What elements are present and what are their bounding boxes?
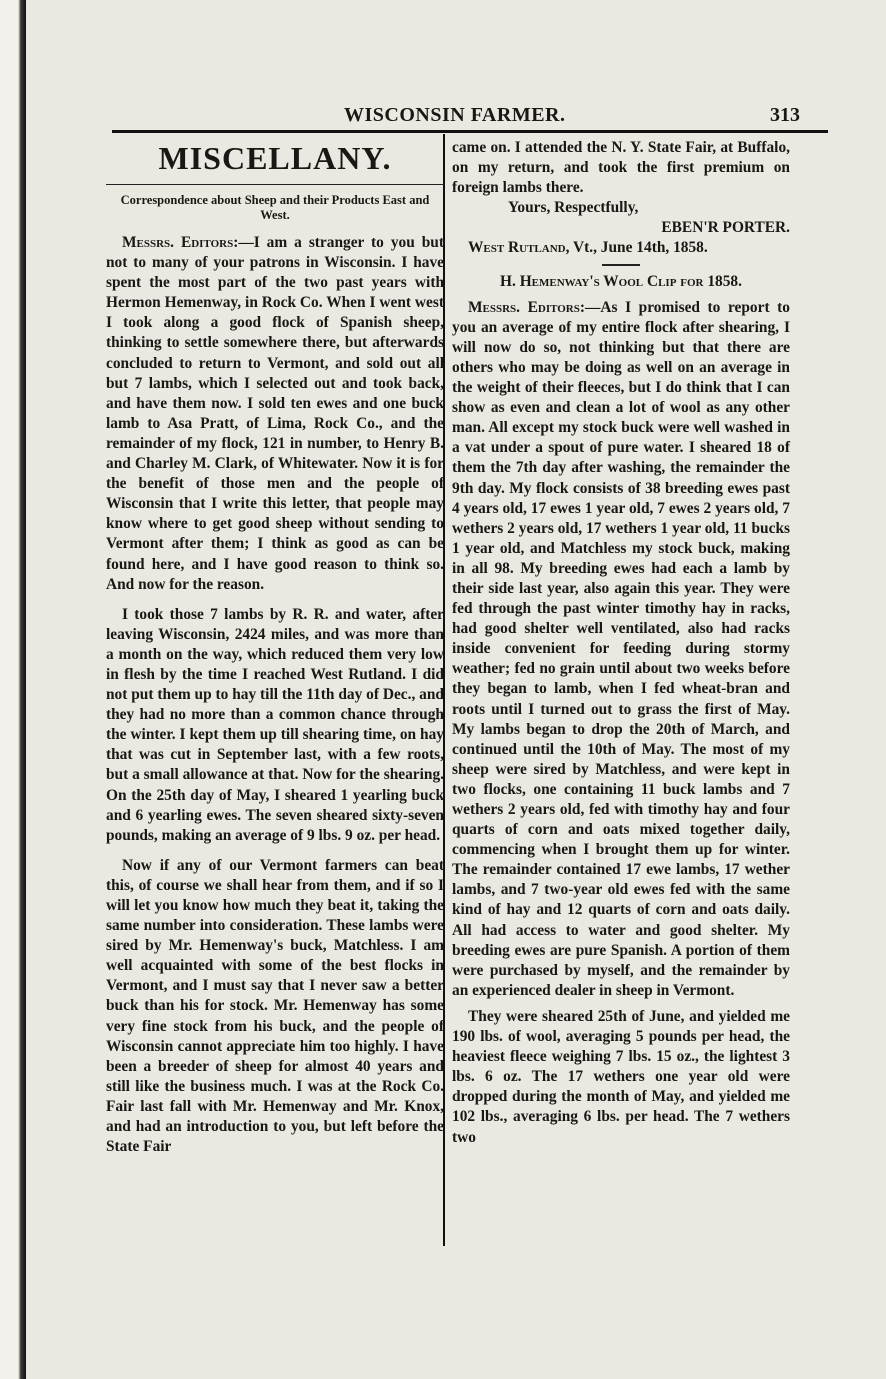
article-paragraph: Now if any of our Vermont farmers can beat this, of course we shall hear from them, and if so I will let you know how much they beat it, taking the same number into consideration. These lambs were sired by Mr. Hemenway's buck, Matchless. I am well acquainted with some of the best flocks in Vermont, and I must say that I never saw a better buck than his for stock. Mr. Hemenway has some very fine stock from his buck, and the people of Wisconsin cannot appreciate him too highly. I have been a breeder of sheep for almost 40 years and still like the business much. I was at the Rock Co. Fair last fall with Mr. Hemenway and Mr. Knox, and had an introduction to you, but left before the State Fair bbox=[106, 856, 444, 1156]
continuation-paragraph: came on. I attended the N. Y. State Fair, at Buffalo, on my return, and took the first premium on foreign lambs there. bbox=[452, 139, 790, 197]
article-paragraph bbox=[452, 298, 790, 1001]
date: Vt., June 14th, 1858. bbox=[569, 239, 708, 257]
signature: EBEN'R PORTER. bbox=[661, 219, 790, 237]
section-title: MISCELLANY. bbox=[158, 140, 392, 176]
article-paragraph: They were sheared 25th of June, and yielded me 190 lbs. of wool, averaging 5 pounds per head, the heaviest fleece weighing 7 lbs. 15 oz., the lightest 3 lbs. 6 oz. The 17 wethers one year old were dropped during the month of May, and yielded me 102 lbs., averaging 6 lbs. per head. The 7 wethers two bbox=[452, 1007, 790, 1146]
separator-rule bbox=[602, 264, 640, 266]
paragraph-text: —I am a stranger to you but not to many of your patrons in Wisconsin. I have spent the most part of the two past years with Hermon Hemenway, in Rock Co. When I went west I took along a good flock of Spanish sheep, thinking to settle somewhere there, but afterwards concluded to return to Vermont, and sold out all but 7 lambs, which I selected out and took back, and have them now. I sold ten ewes and one buck lamb to Asa Pratt, of Lima, Rock Co., and the remainder of my flock, 121 in number, to Henry B. and Charley M. Clark, of Whitewater. Now it is for the benefit of those men and the people of Wisconsin that I write this letter, that people may know where to get good sheep without sending to Vermont after them; I think as good as can be found here, and I have good reason to think so. And now for the reason. bbox=[106, 234, 444, 593]
book-gutter-shadow bbox=[0, 0, 26, 1379]
page-number: 313 bbox=[770, 104, 800, 126]
closing: Yours, Respectfully, bbox=[508, 199, 639, 217]
right-column bbox=[452, 138, 790, 1148]
salutation: Messrs. Editors: bbox=[122, 234, 239, 251]
article-title: Correspondence about Sheep and their Products East and West. bbox=[120, 193, 430, 222]
title-rule bbox=[106, 184, 444, 185]
header-rule bbox=[112, 130, 828, 133]
paragraph-text: —As I promised to report to you an average of my entire flock after shearing, I will now do so, not thinking but that there are others who may be doing as well on an average in the weight of their fleeces, but I do think that I can show as even and clean a lot of wool as any other man. All except my stock buck were well washed in a vat under a spout of pure water. I sheared 18 of them the 7th day after washing, the remainder the 9th day. My flock consists of 38 breeding ewes past 4 years old, 17 ewes 1 year old, 7 ewes 2 years old, 7 wethers 2 years old, 17 wethers 1 year old, 11 bucks 1 year old, and Matchless my stock buck, making in all 98. My breeding ewes had each a lamb by their side last year, also again this year. They were fed through the past winter timothy hay in racks, had good shelter well ventilated, also had racks inside convenient for feeding during stormy weather; fed no grain until about two weeks before they began to lamb, when I fed wheat-bran and roots until I turned out to grass the first of May. My lambs began to drop the 20th of March, and continued until the 10th of May. The most of my sheep were sired by Matchless, and were kept in two flocks, one containing 11 buck lambs and 7 wethers 2 years old, fed with timothy hay and four quarts of corn and oats mixed together daily, commencing when I brought them up for winter. The remainder contained 17 ewe lambs, 17 wether lambs, and 7 two-year old ewes fed with the same kind of hay and 12 quarts of corn and oats daily. All had access to water and good shelter. My breeding ewes are pure Spanish. A portion of them were purchased by myself, and the remainder by an experienced dealer in sheep in Vermont. bbox=[452, 298, 790, 999]
article-paragraph bbox=[106, 233, 444, 595]
journal-name: WISCONSIN FARMER. bbox=[344, 104, 566, 126]
left-column bbox=[106, 138, 444, 1157]
salutation: Messrs. Editors: bbox=[468, 298, 585, 316]
running-head bbox=[26, 104, 886, 128]
dateline bbox=[452, 238, 790, 258]
place: West Rutland, bbox=[468, 239, 570, 257]
article-title bbox=[452, 272, 790, 292]
article-title-prefix: H. bbox=[500, 272, 520, 290]
page bbox=[26, 0, 886, 1379]
article-paragraph: I took those 7 lambs by R. R. and water, after leaving Wisconsin, 2424 miles, and was more than a month on the way, which reduced them very low in flesh by the time I reached West Rutland. I did not put them up to hay till the 11th day of Dec., and they had no more than a common chance through the winter. I kept them up till shearing time, on hay that was cut in September last, with a few roots, but a small allowance at that. Now for the shearing. On the 25th day of May, I sheared 1 yearling buck and 6 yearling ewes. The seven sheared sixty-seven pounds, making an average of 9 lbs. 9 oz. per head. bbox=[106, 605, 444, 844]
article-title-text: Hemenway's Wool Clip for 1858. bbox=[519, 272, 742, 290]
